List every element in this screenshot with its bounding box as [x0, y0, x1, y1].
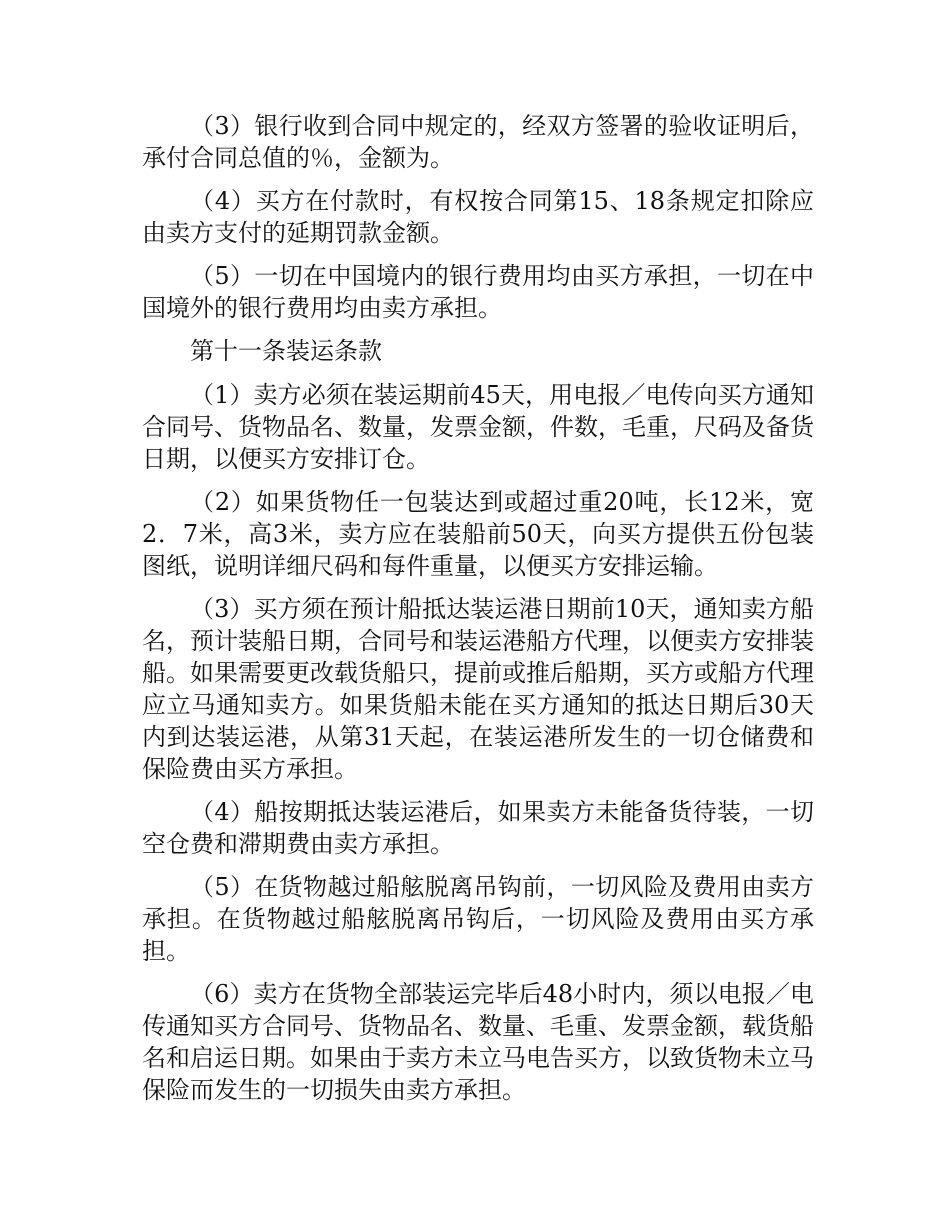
paragraph-shipment-3: （3）买方须在预计船抵达装运港日期前10天，通知卖方船名，预计装船日期，合同号和装运港船方代理，以便卖方安排装船。如果需要更改载货船只，提前或推后船期，买方或船方代理应立马通知卖方。如果货船未能在买方通知的抵达日期后30天内到达装运港，从第31天起，在装运港所发生的一切仓储费和保险费由买方承担。	[142, 595, 814, 783]
paragraph-payment-5: （5）一切在中国境内的银行费用均由买方承担，一切在中国境外的银行费用均由卖方承担。	[142, 262, 814, 322]
section-heading-shipment: 第十一条装运条款	[190, 337, 382, 365]
paragraph-shipment-4: （4）船按期抵达装运港后，如果卖方未能备货待装，一切空仓费和滞期费由卖方承担。	[142, 798, 814, 858]
document-body	[142, 110, 814, 1117]
paragraph-shipment-6: （6）卖方在货物全部装运完毕后48小时内，须以电报／电传通知买方合同号、货物品名、数量、毛重、发票金额，载货船名和启运日期。如果由于卖方未立马电告买方，以致货物未立马保险而发生的一切损失由卖方承担。	[142, 980, 814, 1104]
paragraph-shipment-5: （5）在货物越过船舷脱离吊钩前，一切风险及费用由卖方承担。在货物越过船舷脱离吊钩后，一切风险及费用由买方承担。	[142, 873, 814, 965]
paragraph-payment-3: （3）银行收到合同中规定的，经双方签署的验收证明后，承付合同总值的％，金额为。	[142, 112, 814, 172]
paragraph-shipment-2: （2）如果货物任一包装达到或超过重20吨，长12米，宽2．7米，高3米，卖方应在装船前50天，向买方提供五份包装图纸，说明详细尺码和每件重量，以便买方安排运输。	[142, 488, 814, 580]
paragraph-payment-4: （4）买方在付款时，有权按合同第15、18条规定扣除应由卖方支付的延期罚款金额。	[142, 187, 814, 247]
paragraph-shipment-1: （1）卖方必须在装运期前45天，用电报／电传向买方通知合同号、货物品名、数量，发票金额，件数，毛重，尺码及备货日期，以便买方安排订仓。	[142, 381, 814, 473]
